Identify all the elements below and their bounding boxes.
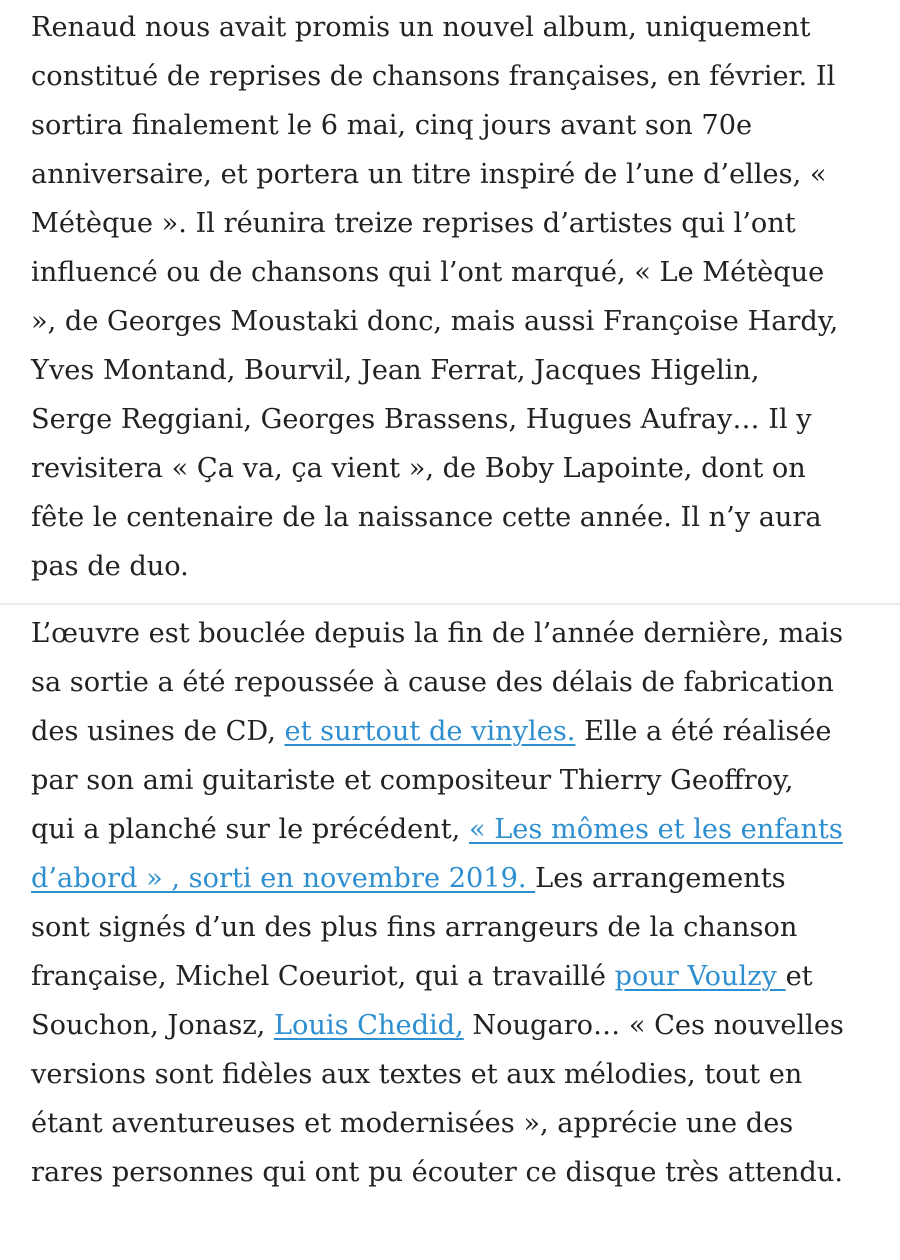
paragraph-line	[31, 707, 881, 756]
paragraph-production-details	[31, 609, 881, 1197]
text-fragment: française, Michel Coeuriot, qui a travaillé	[31, 961, 615, 992]
link-previous-album-part2[interactable]: d’abord » , sorti en novembre 2019.	[31, 863, 536, 894]
paragraph-line: sont signés d’un des plus fins arrangeurs de la chanson	[31, 912, 798, 943]
paragraph-line: rares personnes qui ont pu écouter ce disque très attendu.	[31, 1157, 843, 1188]
paragraph-line: revisitera « Ça va, ça vient », de Boby Lapointe, dont on	[31, 453, 806, 484]
paragraph-line: Serge Reggiani, Georges Brassens, Hugues Aufray… Il y	[31, 404, 812, 435]
paragraph-line: versions sont fidèles aux textes et aux mélodies, tout en	[31, 1059, 803, 1090]
paragraph-divider	[0, 603, 900, 605]
paragraph-line	[31, 952, 881, 1001]
paragraph-line: Renaud nous avait promis un nouvel album, uniquement	[31, 12, 811, 43]
paragraph-line	[31, 854, 881, 903]
text-fragment: Elle a été réalisée	[575, 716, 832, 747]
text-fragment: et	[785, 961, 813, 992]
paragraph-line: sortira finalement le 6 mai, cinq jours avant son 70e	[31, 110, 753, 141]
link-vinyles-article[interactable]: et surtout de vinyles.	[284, 716, 576, 747]
paragraph-album-announcement	[31, 3, 881, 591]
paragraph-line: Métèque ». Il réunira treize reprises d’artistes qui l’ont	[31, 208, 796, 239]
paragraph-line: étant aventureuses et modernisées », apprécie une des	[31, 1108, 794, 1139]
paragraph-line	[31, 1001, 881, 1050]
paragraph-line	[31, 805, 881, 854]
text-fragment: qui a planché sur le précédent,	[31, 814, 469, 845]
paragraph-line: Yves Montand, Bourvil, Jean Ferrat, Jacques Higelin,	[31, 355, 760, 386]
link-voulzy[interactable]: pour Voulzy	[614, 961, 786, 992]
paragraph-line: influencé ou de chansons qui l’ont marqué, « Le Métèque	[31, 257, 825, 288]
link-louis-chedid[interactable]: Louis Chedid,	[273, 1010, 464, 1041]
paragraph-line: fête le centenaire de la naissance cette année. Il n’y aura	[31, 502, 822, 533]
paragraph-line: pas de duo.	[31, 551, 189, 582]
text-fragment: des usines de CD,	[31, 716, 285, 747]
paragraph-line: sa sortie a été repoussée à cause des délais de fabrication	[31, 667, 834, 698]
paragraph-line: par son ami guitariste et compositeur Thierry Geoffroy,	[31, 765, 794, 796]
link-previous-album-part1[interactable]: « Les mômes et les enfants	[468, 814, 843, 845]
text-fragment: Nougaro… « Ces nouvelles	[463, 1010, 844, 1041]
paragraph-line: L’œuvre est bouclée depuis la fin de l’année dernière, mais	[31, 618, 844, 649]
text-fragment: Les arrangements	[535, 863, 786, 894]
paragraph-line: anniversaire, et portera un titre inspiré de l’une d’elles, «	[31, 159, 827, 190]
paragraph-line: », de Georges Moustaki donc, mais aussi Françoise Hardy,	[31, 306, 839, 337]
paragraph-line: constitué de reprises de chansons françaises, en février. Il	[31, 61, 836, 92]
text-fragment: Souchon, Jonasz,	[31, 1010, 274, 1041]
